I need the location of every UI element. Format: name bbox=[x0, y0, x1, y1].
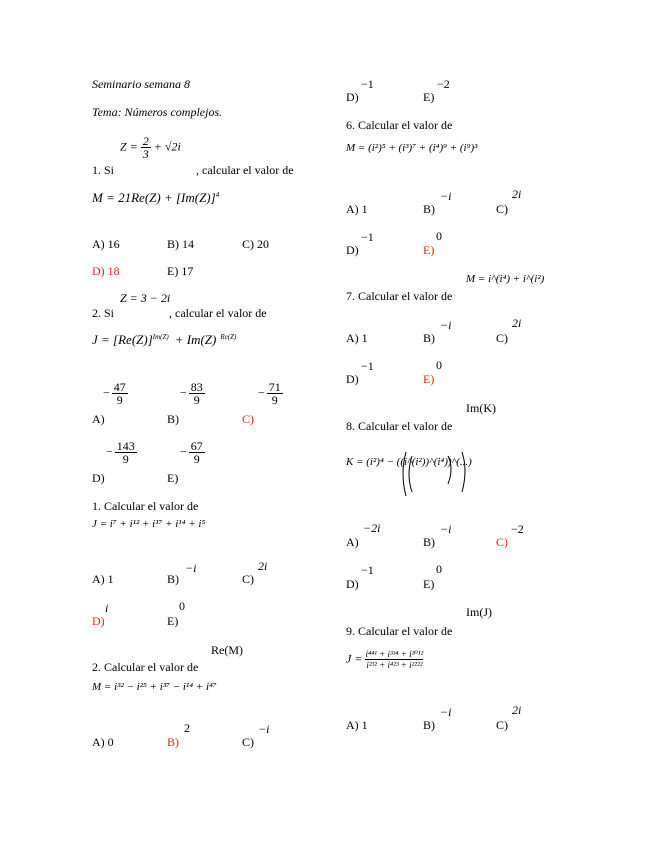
p8-option-a: A) bbox=[346, 535, 359, 549]
p2-option-d: D) bbox=[92, 471, 105, 485]
p1-option-e: E) 17 bbox=[167, 264, 194, 278]
p9-option-c: C) bbox=[496, 718, 508, 732]
p8-option-c-value: −2 bbox=[511, 522, 524, 536]
p2-b-den: 9 bbox=[193, 393, 200, 407]
p1-z-rest: + √2i bbox=[153, 139, 181, 154]
p8-option-b: B) bbox=[423, 535, 435, 549]
p1-formula-main: M = 21Re(Z) + [Im(Z)] bbox=[92, 190, 216, 205]
p6-option-e: E) bbox=[423, 243, 435, 257]
p1-z-fraction bbox=[141, 135, 151, 160]
p8-option-c: C) bbox=[496, 535, 508, 549]
p4-option-c-value: −i bbox=[258, 722, 270, 736]
p3-option-e-value: 0 bbox=[179, 599, 185, 613]
p2-option-a: A) bbox=[92, 412, 105, 426]
p2-option-e: E) bbox=[167, 471, 179, 485]
p8-option-a-value: −2i bbox=[363, 521, 381, 535]
p9-target: Im(J) bbox=[466, 605, 492, 619]
p3-option-d: D) bbox=[92, 614, 105, 628]
p7-option-b: B) bbox=[423, 331, 435, 345]
p2-c-num: 71 bbox=[268, 380, 281, 394]
p4-option-a: A) 0 bbox=[92, 735, 114, 749]
p1-statement-a: 1. Si bbox=[92, 163, 115, 177]
col2-option-e-value: −2 bbox=[437, 77, 450, 91]
p6-option-c: C) bbox=[496, 202, 508, 216]
p4-target: Re(M) bbox=[211, 643, 243, 657]
p7-option-e-value: 0 bbox=[436, 358, 442, 372]
p1-z-definition bbox=[120, 135, 181, 160]
p9-formula-num: i⁴⁴¹ + i³³⁴ + i²⁰¹² bbox=[365, 649, 424, 659]
p1-option-c: C) 20 bbox=[242, 237, 269, 251]
p2-formula-mid: + Im(Z) bbox=[174, 332, 217, 347]
p9-formula-lhs: J = bbox=[346, 651, 363, 666]
p2-a-num: 47 bbox=[113, 380, 126, 394]
p3-statement: 1. Calcular el valor de bbox=[92, 499, 199, 513]
p1-option-b: B) 14 bbox=[167, 237, 194, 251]
p2-e-num: 67 bbox=[190, 439, 203, 453]
p1-option-d: D) 18 bbox=[92, 264, 120, 278]
p2-e-value: − $\frac{67}{9}$ bbox=[180, 439, 203, 466]
p7-option-d: D) bbox=[346, 372, 359, 386]
p4-formula: M = i³² − i²⁵ + i³⁷ − i¹⁴ + i⁴⁷ bbox=[92, 681, 217, 693]
p2-c-value: − $\frac{71}{9}$ bbox=[258, 380, 281, 407]
p3-option-b: B) bbox=[167, 572, 179, 586]
p6-option-e-value: 0 bbox=[436, 229, 442, 243]
p1-z-den: 3 bbox=[142, 147, 149, 161]
p8-target: Im(K) bbox=[466, 401, 496, 415]
p9-formula bbox=[346, 649, 423, 670]
p3-option-a: A) 1 bbox=[92, 572, 114, 586]
p1-option-a: A) 16 bbox=[92, 237, 120, 251]
p8-statement: 8. Calcular el valor de bbox=[346, 419, 453, 433]
p3-option-c-value: 2i bbox=[258, 559, 268, 573]
p2-a-den: 9 bbox=[116, 393, 123, 407]
p6-option-a: A) 1 bbox=[346, 202, 368, 216]
p2-e-den: 9 bbox=[193, 452, 200, 466]
p8-formula-text: K = (i²)⁴ − ((i^(i²))^(i⁴))^(...) bbox=[346, 456, 472, 468]
p6-option-b-value: −i bbox=[440, 189, 452, 203]
p2-d-value: − $\frac{143}{9}$ bbox=[106, 439, 135, 466]
p7-option-d-value: −1 bbox=[361, 359, 374, 373]
p7-formula: M = i^(i⁴) + i^(i²) bbox=[466, 273, 545, 285]
p2-b-value: − $\frac{83}{9}$ bbox=[180, 380, 203, 407]
p2-formula bbox=[92, 332, 236, 348]
p4-option-b: B) bbox=[167, 735, 179, 749]
p8-option-e-value: 0 bbox=[436, 562, 442, 576]
p2-statement-b: , calcular el valor de bbox=[169, 306, 267, 320]
p3-formula: J = i⁷ + i¹² + i¹⁷ + i¹⁴ + i⁵ bbox=[92, 518, 206, 530]
p1-statement-b: , calcular el valor de bbox=[196, 163, 294, 177]
p6-option-d-value: −1 bbox=[361, 230, 374, 244]
p8-option-d: D) bbox=[346, 577, 359, 591]
p2-b-num: 83 bbox=[190, 380, 203, 394]
doc-topic: Tema: Números complejos. bbox=[92, 105, 223, 119]
col2-option-d: D) bbox=[346, 90, 359, 104]
p9-option-a: A) 1 bbox=[346, 718, 368, 732]
p7-option-e: E) bbox=[423, 372, 435, 386]
p8-formula-nested-parens bbox=[400, 448, 480, 500]
p6-option-b: B) bbox=[423, 202, 435, 216]
p6-formula: M = (i²)⁵ + (i³)⁷ + (i⁴)⁹ + (i⁹)³ bbox=[346, 142, 478, 154]
p8-option-b-value: −i bbox=[440, 522, 452, 536]
col2-option-d-value: −1 bbox=[361, 77, 374, 91]
p7-option-b-value: −i bbox=[440, 318, 452, 332]
p2-option-c: C) bbox=[242, 412, 254, 426]
p6-option-c-value: 2i bbox=[512, 187, 522, 201]
p6-option-d: D) bbox=[346, 243, 359, 257]
p1-formula-exp: 4 bbox=[215, 191, 220, 199]
p9-statement: 9. Calcular el valor de bbox=[346, 624, 453, 638]
p7-option-c-value: 2i bbox=[512, 316, 522, 330]
p2-formula-exp1: Im(Z) bbox=[152, 333, 169, 341]
p8-option-e: E) bbox=[423, 577, 435, 591]
p2-formula-exp2: Re(Z) bbox=[220, 333, 237, 341]
p4-statement: 2. Calcular el valor de bbox=[92, 660, 199, 674]
p2-a-value: − $\frac{47}{9}$ bbox=[103, 380, 126, 407]
p1-z-num: 2 bbox=[142, 134, 149, 148]
p1-z-lhs: Z = bbox=[120, 139, 138, 154]
p9-formula-fraction bbox=[365, 649, 423, 670]
p3-option-c: C) bbox=[242, 572, 254, 586]
p2-option-b: B) bbox=[167, 412, 179, 426]
col2-option-e: E) bbox=[423, 90, 435, 104]
p2-d-num: 143 bbox=[116, 439, 135, 453]
p3-option-d-value: i bbox=[105, 601, 109, 615]
p3-option-e: E) bbox=[167, 614, 179, 628]
p2-d-den: 9 bbox=[122, 452, 129, 466]
doc-title: Seminario semana 8 bbox=[92, 77, 190, 91]
p9-option-b: B) bbox=[423, 718, 435, 732]
p3-option-b-value: −i bbox=[185, 561, 197, 575]
p1-formula bbox=[92, 190, 219, 206]
p8-option-d-value: −1 bbox=[361, 563, 374, 577]
p9-option-c-value: 2i bbox=[512, 703, 522, 717]
p2-c-den: 9 bbox=[271, 393, 278, 407]
p9-option-b-value: −i bbox=[440, 705, 452, 719]
p2-z-definition: Z = 3 − 2i bbox=[120, 291, 171, 305]
p7-statement: 7. Calcular el valor de bbox=[346, 289, 453, 303]
p9-formula-den: i²³² + i⁴²³ + i²²²² bbox=[366, 660, 423, 670]
p2-formula-main: J = [Re(Z)] bbox=[92, 332, 153, 347]
p7-option-a: A) 1 bbox=[346, 331, 368, 345]
p4-option-b-value: 2 bbox=[184, 721, 190, 735]
p6-statement: 6. Calcular el valor de bbox=[346, 118, 453, 132]
p2-statement-a: 2. Si bbox=[92, 306, 115, 320]
p4-option-c: C) bbox=[242, 735, 254, 749]
p7-option-c: C) bbox=[496, 331, 508, 345]
